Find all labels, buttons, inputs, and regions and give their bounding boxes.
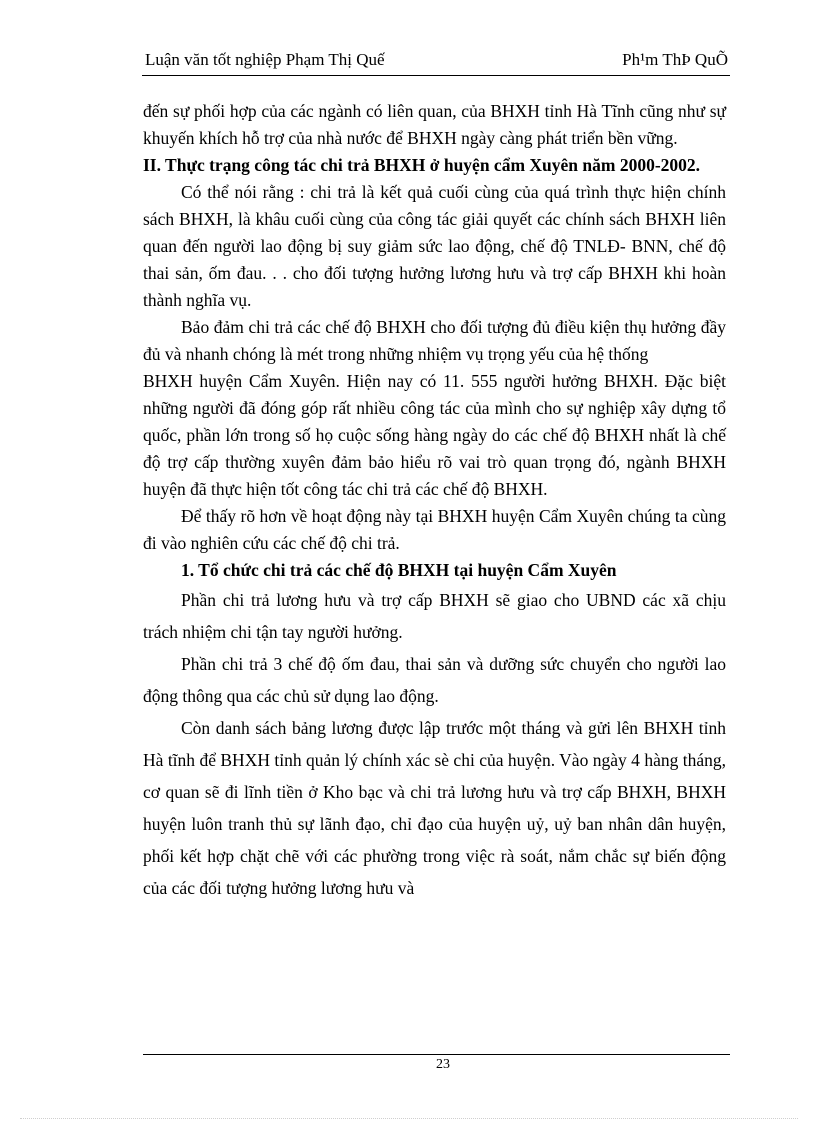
document-body	[143, 98, 726, 904]
paragraph: Bảo đảm chi trả các chế độ BHXH cho đối tượng đủ điều kiện thụ hưởng đầy đủ và nhanh chóng là mét trong những nhiệm vụ trọng yếu của hệ thống	[143, 317, 726, 364]
header-thesis-title: Luận văn tốt nghiệp Phạm Thị Quế	[145, 50, 385, 69]
subsection-heading: 1. Tổ chức chi trả các chế độ BHXH tại huyện Cẩm Xuyên	[181, 560, 617, 580]
paragraph: Phần chi trả 3 chế độ ốm đau, thai sản và dưỡng sức chuyển cho người lao động thông qua các chủ sử dụng lao động.	[143, 654, 726, 706]
paragraph-continuation: đến sự phối hợp của các ngành có liên quan, của BHXH tỉnh Hà Tĩnh cũng như sự khuyến khích hỗ trợ của nhà nước để BHXH ngày càng phát triển bền vững.	[143, 101, 726, 148]
section-heading: II. Thực trạng công tác chi trả BHXH ở huyện cẩm Xuyên năm 2000-2002.	[143, 155, 701, 175]
header-author: Ph¹m ThÞ QuÕ	[622, 50, 728, 69]
page-number: 23	[436, 1057, 450, 1072]
paragraph: BHXH huyện Cẩm Xuyên. Hiện nay có 11. 555 người hưởng BHXH. Đặc biệt những người đã đóng góp rất nhiều công tác của mình cho sự nghiệp xây dựng tổ quốc, phần lớn trong số họ cuộc sống hàng ngày do các chế độ BHXH nhất là chế độ trợ cấp thường xuyên đảm bảo hiểu rõ vai trò quan trọng đó, ngành BHXH huyện đã thực hiện tốt công tác chi trả các chế độ BHXH.	[143, 371, 726, 499]
paragraph: Có thể nói rằng : chi trả là kết quả cuối cùng của quá trình thực hiện chính sách BHXH, là khâu cuối cùng của công tác giải quyết các chính sách BHXH liên quan đến người lao động bị suy giảm sức lao động, chế độ TNLĐ- BNN, chế độ thai sản, ốm đau. . . cho đối tượng hưởng lương hưu và trợ cấp BHXH khi hoàn thành nghĩa vụ.	[143, 182, 726, 310]
header-divider	[142, 75, 730, 76]
paragraph: Còn danh sách bảng lương được lập trước một tháng và gửi lên BHXH tỉnh Hà tĩnh để BHXH tỉnh quản lý chính xác sè chi của huyện. Vào ngày 4 hàng tháng, cơ quan sẽ đi lĩnh tiền ở Kho bạc và chi trả lương hưu và trợ cấp BHXH, BHXH huyện luôn tranh thủ sự lãnh đạo, chỉ đạo của huyện uỷ, uỷ ban nhân dân huyện, phối kết hợp chặt chẽ với các phường trong việc rà soát, nắm chắc sự biến động của các đối tượng hưởng lương hưu và	[143, 718, 726, 898]
paragraph: Phần chi trả lương hưu và trợ cấp BHXH sẽ giao cho UBND các xã chịu trách nhiệm chi tận tay người hưởng.	[143, 590, 726, 642]
page-edge	[20, 1118, 798, 1119]
paragraph: Để thấy rõ hơn về hoạt động này tại BHXH huyện Cẩm Xuyên chúng ta cùng đi vào nghiên cứu các chế độ chi trả.	[143, 506, 726, 553]
footer-divider	[143, 1054, 730, 1055]
